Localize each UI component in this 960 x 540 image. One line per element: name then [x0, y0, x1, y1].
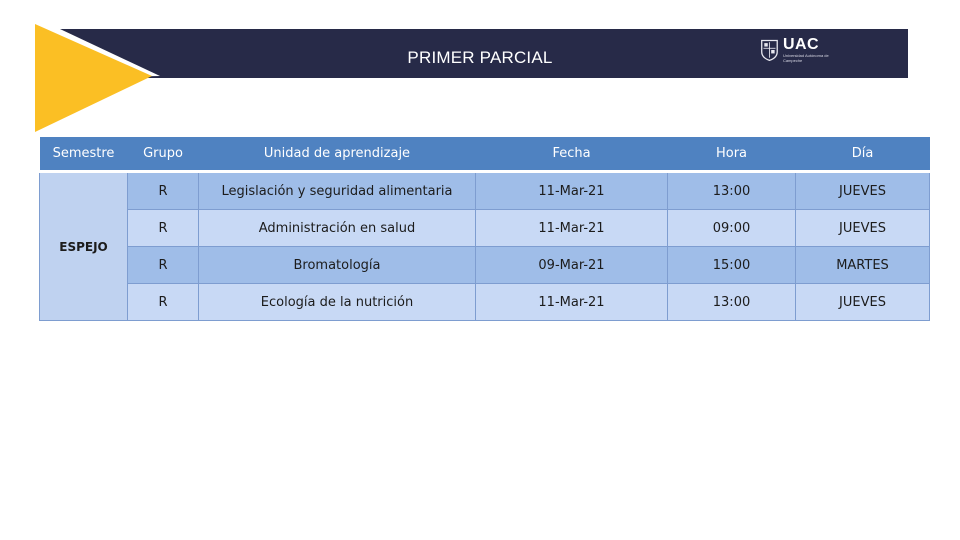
- grupo-cell: R: [128, 284, 199, 321]
- column-header-fecha: Fecha: [476, 137, 668, 172]
- page-title: PRIMER PARCIAL: [407, 48, 553, 67]
- unidad-cell: Bromatología: [199, 247, 476, 284]
- hora-cell: 13:00: [668, 284, 796, 321]
- hora-cell: 15:00: [668, 247, 796, 284]
- column-header-dia: Día: [796, 137, 930, 172]
- grupo-cell: R: [128, 210, 199, 247]
- shield-icon: [760, 37, 779, 63]
- unidad-cell: Ecología de la nutrición: [199, 284, 476, 321]
- logo-subtext: Universidad Autónoma de Campeche: [782, 53, 829, 63]
- table-row: [40, 172, 930, 210]
- dia-cell: JUEVES: [796, 172, 930, 210]
- hora-cell: 13:00: [668, 172, 796, 210]
- hora-cell: 09:00: [668, 210, 796, 247]
- table-row: [40, 210, 930, 247]
- column-header-grupo: Grupo: [128, 137, 199, 172]
- unidad-cell: Administración en salud: [199, 210, 476, 247]
- column-header-hora: Hora: [668, 137, 796, 172]
- column-header-unidad: Unidad de aprendizaje: [199, 137, 476, 172]
- column-header-semestre: Semestre: [40, 137, 128, 172]
- fecha-cell: 09-Mar-21: [476, 247, 668, 284]
- exam-schedule-table: [39, 137, 930, 321]
- unidad-cell: Legislación y seguridad alimentaria: [199, 172, 476, 210]
- semestre-cell: ESPEJO: [40, 172, 128, 321]
- table-row: [40, 284, 930, 321]
- fecha-cell: 11-Mar-21: [476, 172, 668, 210]
- grupo-cell: R: [128, 172, 199, 210]
- grupo-cell: R: [128, 247, 199, 284]
- logo-wordmark: UAC: [782, 36, 820, 53]
- dia-cell: MARTES: [796, 247, 930, 284]
- table-header-row: [40, 137, 930, 172]
- table-row: [40, 247, 930, 284]
- fecha-cell: 11-Mar-21: [476, 284, 668, 321]
- university-logo: [760, 34, 840, 66]
- dia-cell: JUEVES: [796, 210, 930, 247]
- fecha-cell: 11-Mar-21: [476, 210, 668, 247]
- dia-cell: JUEVES: [796, 284, 930, 321]
